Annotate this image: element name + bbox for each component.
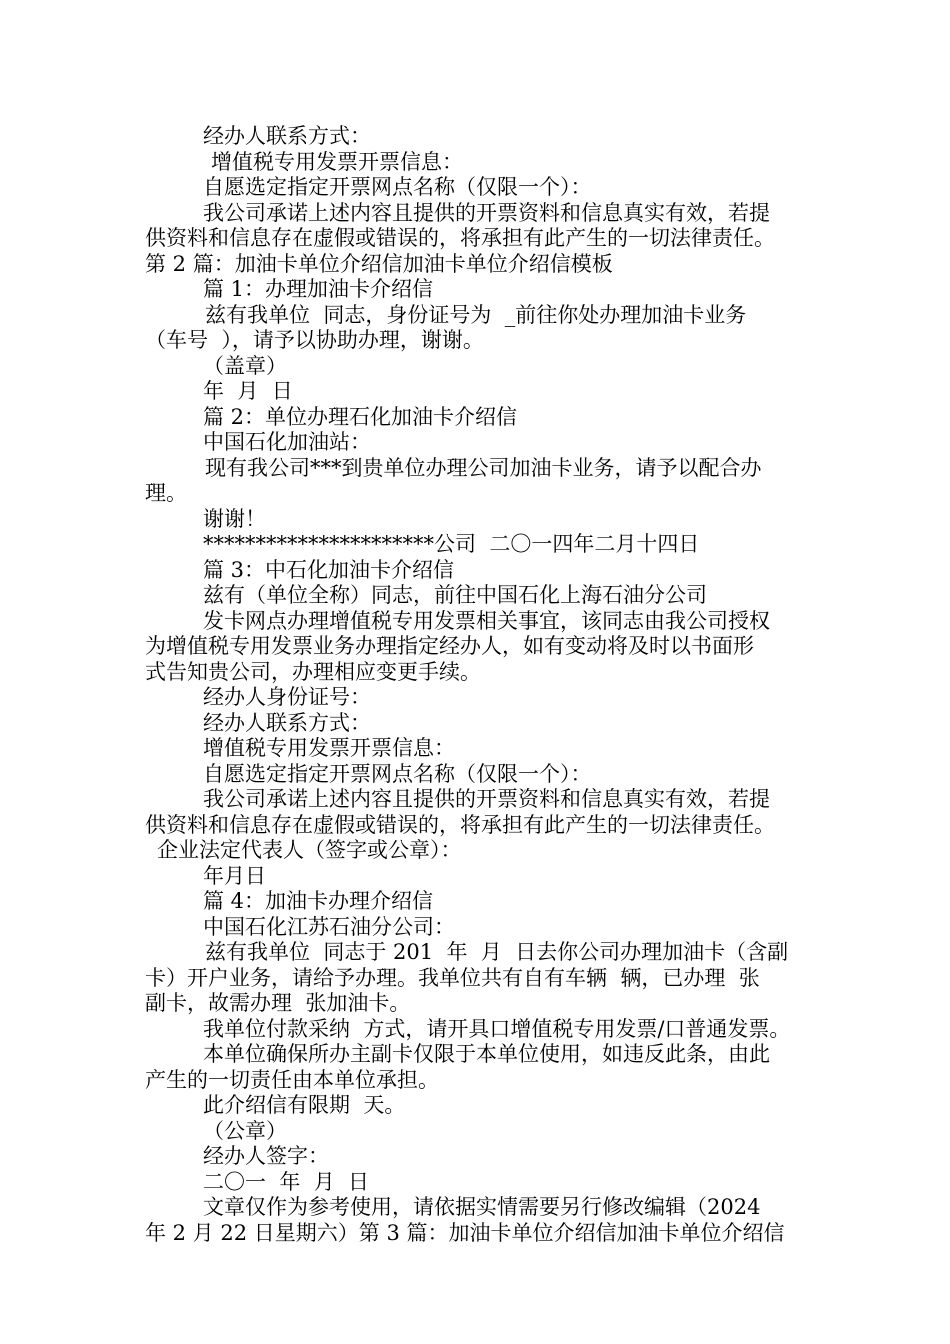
sub-heading: 篇 3：中石化加油卡介绍信 — [203, 558, 455, 582]
text-line: 供资料和信息存在虚假或错误的，将承担有此产生的一切法律责任。 — [145, 813, 775, 837]
text-line: 年 2 月 22 日星期六）第 3 篇：加油卡单位介绍信加油卡单位介绍信 — [145, 1221, 785, 1245]
sub-heading: 篇 4：加油卡办理介绍信 — [203, 889, 434, 913]
text-line: 增值税专用发票开票信息： — [211, 150, 463, 174]
text-line: 本单位确保所办主副卡仅限于本单位使用，如违反此条，由此 — [203, 1042, 770, 1066]
text-line: （盖章） — [203, 354, 287, 378]
text-line: 经办人联系方式： — [203, 711, 371, 735]
text-line: 年月日 — [203, 864, 266, 888]
text-line: 我公司承诺上述内容且提供的开票资料和信息真实有效，若提 — [203, 201, 770, 225]
text-line: 二〇一 年 月 日 — [203, 1170, 370, 1194]
text-line: 中国石化江苏石油分公司： — [203, 915, 455, 939]
text-line: （车号 ），请予以协助办理，谢谢。 — [145, 328, 484, 352]
sub-heading: 篇 2：单位办理石化加油卡介绍信 — [203, 405, 518, 429]
text-line: 我公司承诺上述内容且提供的开票资料和信息真实有效，若提 — [203, 787, 770, 811]
text-line: 卡）开户业务，请给予办理。我单位共有自有车辆 辆，已办理 张 — [145, 966, 760, 990]
text-line: 兹有（单位全称）同志，前往中国石化上海石油分公司 — [203, 583, 707, 607]
text-line: 年 月 日 — [203, 379, 293, 403]
text-line: 理。 — [145, 481, 187, 505]
text-line: 经办人身份证号： — [203, 685, 371, 709]
section-heading: 第 2 篇：加油卡单位介绍信加油卡单位介绍信模板 — [145, 252, 613, 276]
text-line: 增值税专用发票开票信息： — [203, 736, 455, 760]
text-line: 我单位付款采纳 方式，请开具口增值税专用发票/口普通发票。 — [203, 1017, 791, 1041]
text-line: 现有我公司***到贵单位办理公司加油卡业务，请予以配合办 — [205, 456, 762, 480]
text-line: 供资料和信息存在虚假或错误的，将承担有此产生的一切法律责任。 — [145, 226, 775, 250]
sub-heading: 篇 1：办理加油卡介绍信 — [203, 277, 434, 301]
text-line: 产生的一切责任由本单位承担。 — [145, 1068, 439, 1092]
text-line: 发卡网点办理增值税专用发票相关事宜，该同志由我公司授权 — [203, 609, 770, 633]
text-line: 副卡，故需办理 张加油卡。 — [145, 991, 411, 1015]
text-line: （公章） — [203, 1119, 287, 1143]
text-line: 谢谢！ — [203, 507, 266, 531]
text-line: 兹有我单位 同志，身份证号为 _前往你处办理加油卡业务 — [205, 303, 747, 327]
text-line: 经办人签字： — [203, 1144, 329, 1168]
text-line: 中国石化加油站： — [203, 430, 371, 454]
text-line: 为增值税专用发票业务办理指定经办人，如有变动将及时以书面形 — [145, 634, 754, 658]
text-line: 式告知贵公司，办理相应变更手续。 — [145, 660, 481, 684]
text-line: 此介绍信有限期 天。 — [203, 1093, 406, 1117]
text-line: **********************公司 二〇一四年二月十四日 — [203, 532, 700, 556]
text-line: 企业法定代表人（签字或公章）： — [157, 838, 462, 862]
text-line: 自愿选定指定开票网点名称（仅限一个）： — [203, 175, 592, 199]
text-line: 文章仅作为参考使用，请依据实情需要另行修改编辑（2024 — [203, 1195, 761, 1219]
text-line: 自愿选定指定开票网点名称（仅限一个）： — [203, 762, 592, 786]
text-line: 兹有我单位 同志于 201 年 月 日去你公司办理加油卡（含副 — [205, 940, 789, 964]
text-line: 经办人联系方式： — [203, 124, 371, 148]
